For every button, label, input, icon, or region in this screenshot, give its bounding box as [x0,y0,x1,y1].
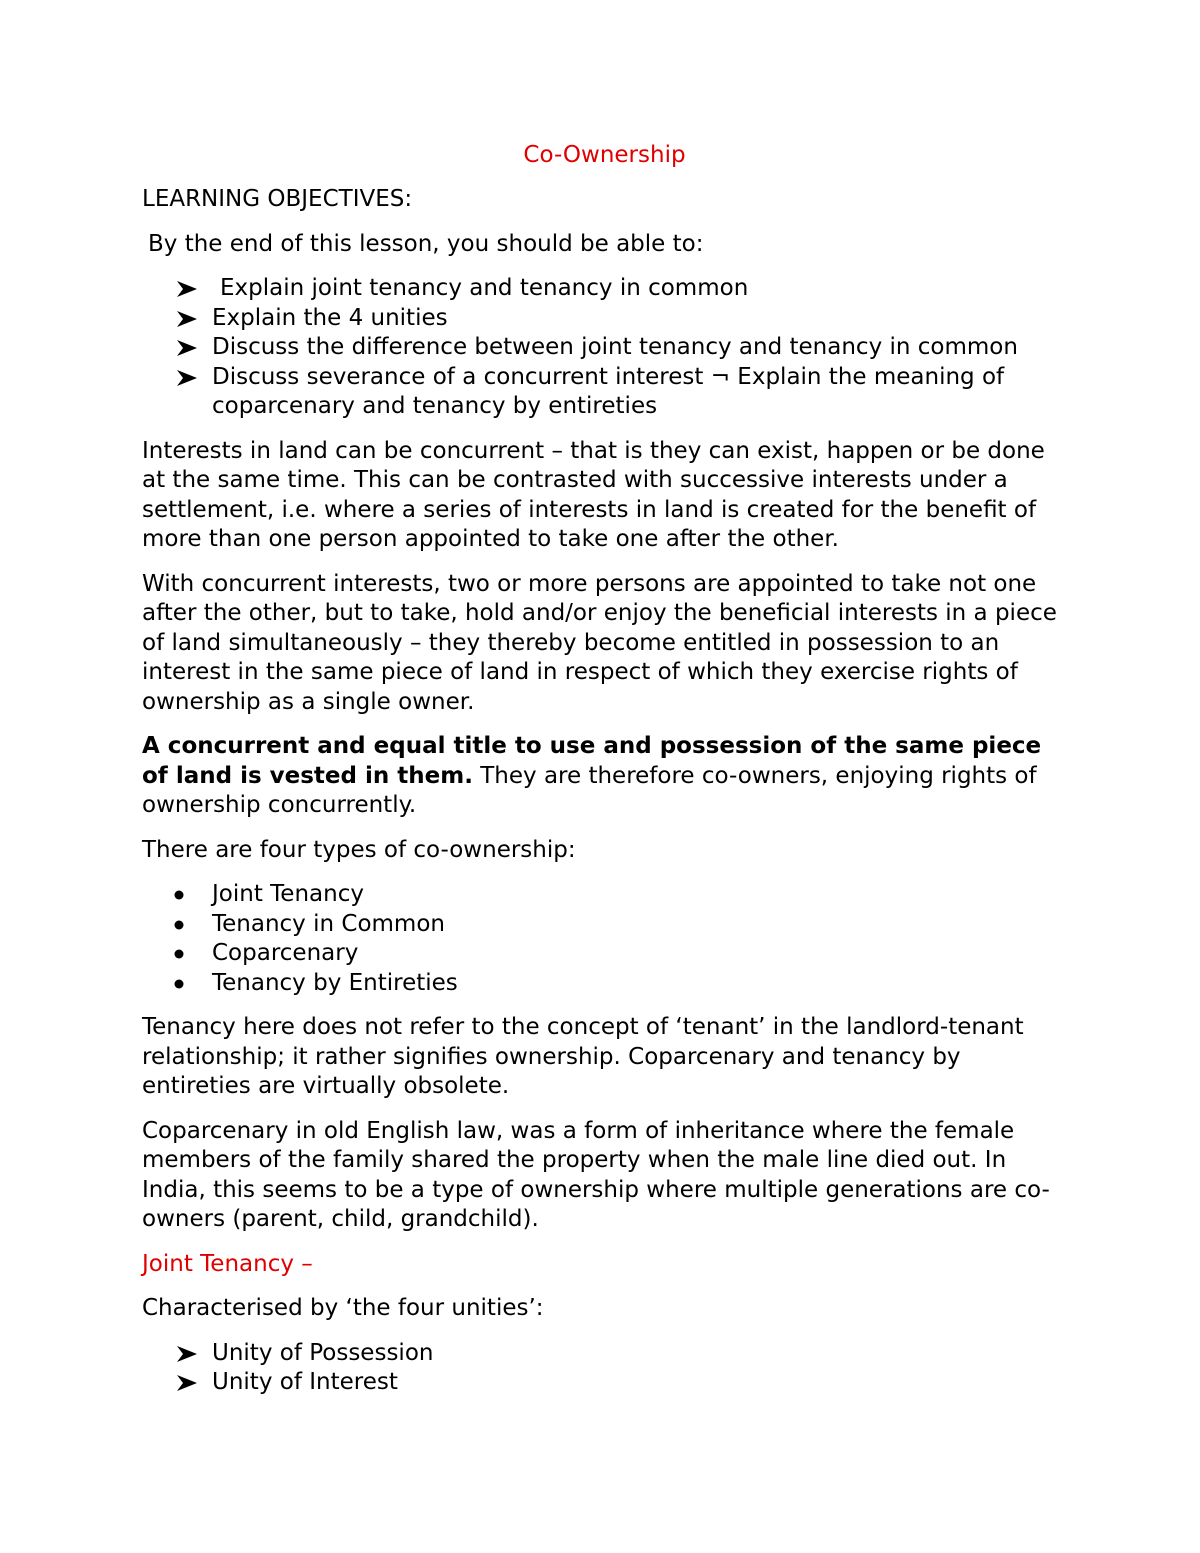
type-text: Tenancy by Entireties [212,969,458,996]
arrow-bullet-icon [176,1368,198,1392]
objectives-intro: By the end of this lesson, you should be able to: [148,230,704,257]
objective-text: Explain joint tenancy and tenancy in common [220,275,749,301]
document-title: Co-Ownership [523,142,686,168]
bullet-dot-icon [174,880,184,900]
document-body [142,140,1067,1413]
objectives-list [142,274,1067,422]
type-text: Coparcenary [212,940,359,966]
list-item [142,969,1067,999]
list-item [142,1368,1067,1398]
list-item [142,363,1067,422]
list-item [142,1339,1067,1369]
unities-list [142,1339,1067,1398]
arrow-bullet-icon [176,304,198,328]
unities-intro: Characterised by ‘the four unities’: [142,1295,544,1321]
list-item [142,880,1067,910]
paragraph-coparcenary: Coparcenary in old English law, was a form of inheritance where the female members of the family shared the property when the male line died out. In India, this seems to be a type of ownership where multiple generations are co-owners (parent, child, grandchild). [142,1117,1050,1232]
paragraph-tenancy-meaning: Tenancy here does not refer to the concept of ‘tenant’ in the landlord-tenant relationship; it rather signifies ownership. Coparcenary and tenancy by entireties are virtually obsolete. [142,1014,1024,1099]
arrow-bullet-icon [176,363,198,387]
bullet-dot-icon [174,910,184,930]
list-item [142,274,1067,304]
types-intro: There are four types of co-ownership: [142,836,576,863]
list-item [142,304,1067,334]
bullet-dot-icon [174,969,184,989]
unity-text: Unity of Possession [212,1339,434,1366]
objective-text: Discuss severance of a concurrent interest ¬ Explain the meaning of coparcenary and tenancy by entireties [212,363,1005,419]
type-text: Joint Tenancy [212,881,364,907]
arrow-bullet-icon [176,1339,198,1363]
paragraph-equal-title [142,732,1067,821]
objective-text: Explain the 4 unities [212,304,448,331]
arrow-bullet-icon [176,333,198,357]
co-ownership-types-list [142,880,1067,998]
objective-text: Discuss the difference between joint tenancy and tenancy in common [212,334,1018,360]
statement-continuation: They are therefore co-owners, enjoying rights of ownership concurrently. [142,762,1037,818]
type-text: Tenancy in Common [212,910,445,937]
arrow-bullet-icon [176,274,198,298]
unity-text: Unity of Interest [212,1369,398,1395]
section-heading-joint-tenancy: Joint Tenancy – [142,1250,313,1277]
objectives-heading: LEARNING OBJECTIVES: [142,186,413,212]
paragraph-concurrent-persons: With concurrent interests, two or more persons are appointed to take not one after the other, but to take, hold and/or enjoy the beneficial interests in a piece of land simultaneously – they thereby become entitled in possession to an interest in the same piece of land in respect of which they exercise rights of ownership as a single owner. [142,570,1057,715]
bold-statement: A concurrent and equal title to use and possession of the same piece of land is vested in them. [142,733,1042,789]
list-item [142,910,1067,940]
bullet-dot-icon [174,939,184,959]
list-item [142,333,1067,363]
paragraph-concurrent-interests: Interests in land can be concurrent – that is they can exist, happen or be done at the same time. This can be contrasted with successive interests under a settlement, i.e. where a series of interests in land is created for the benefit of more than one person appointed to take one after the other. [142,437,1045,552]
list-item [142,939,1067,969]
